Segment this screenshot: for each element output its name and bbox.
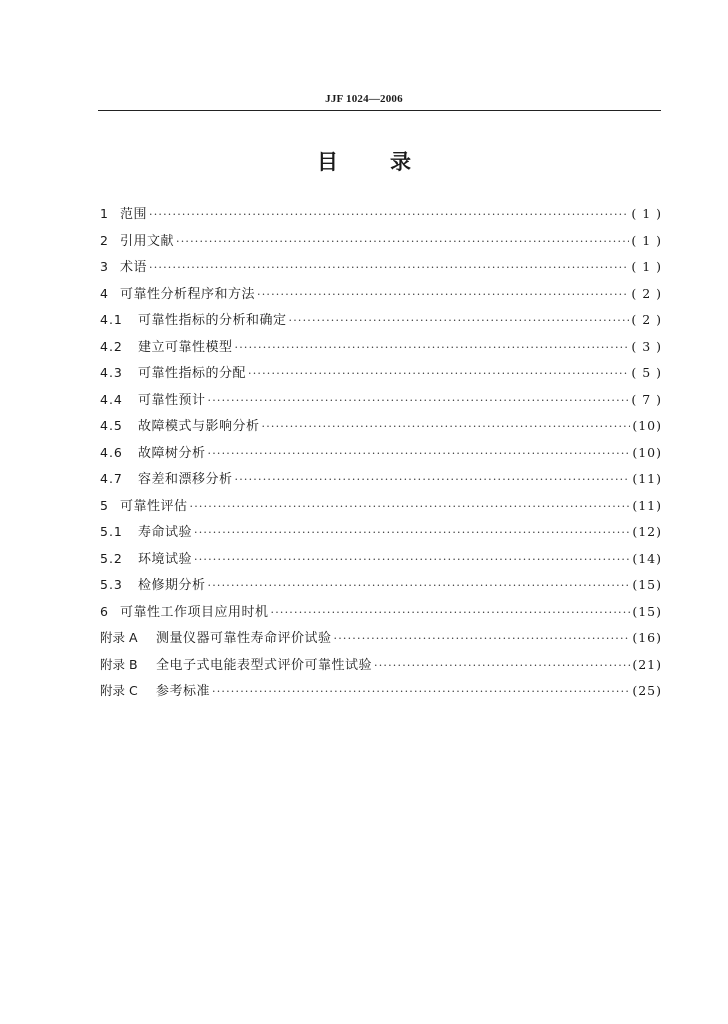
toc-entry-title: 参考标准 (156, 684, 211, 699)
toc-entry[interactable] (100, 493, 662, 520)
toc-entry-title: 故障模式与影响分析 (138, 419, 260, 434)
toc-entry-page: ( 2 ) (631, 285, 662, 301)
toc-entry-number: 4.3 (100, 365, 123, 380)
toc-entry-leader (194, 520, 630, 547)
toc-title (0, 146, 728, 176)
toc-entry-number: 1 (100, 206, 108, 221)
toc-entry-title: 容差和漂移分析 (138, 472, 233, 487)
toc-entry-number: 6 (100, 603, 108, 619)
toc-entry-number: 4.5 (100, 418, 123, 433)
header-rule (98, 110, 661, 111)
toc-entry-leader (194, 547, 630, 574)
toc-entry-leader (190, 494, 631, 521)
toc-entry-page: (11) (632, 471, 662, 486)
table-of-contents (100, 201, 662, 705)
toc-entry[interactable] (100, 334, 662, 361)
toc-entry-leader (235, 335, 630, 362)
toc-entry-number: 4.4 (100, 391, 123, 407)
toc-entry[interactable] (100, 413, 662, 440)
toc-entry-leader (374, 653, 630, 680)
toc-entry-number: 4.2 (100, 338, 123, 354)
toc-entry[interactable] (100, 201, 662, 228)
toc-entry-title: 故障树分析 (138, 445, 206, 461)
toc-entry[interactable] (100, 281, 662, 308)
toc-entry-title: 可靠性分析程序和方法 (120, 286, 256, 302)
toc-entry-page: ( 3 ) (631, 338, 662, 354)
toc-entry[interactable] (100, 254, 662, 281)
toc-entry-title: 可靠性指标的分配 (138, 366, 247, 381)
toc-entry[interactable] (100, 625, 662, 652)
toc-entry-page: (14) (632, 550, 662, 566)
toc-entry-page: ( 5 ) (631, 365, 662, 380)
toc-entry-number: 5.3 (100, 577, 123, 592)
toc-entry[interactable] (100, 228, 662, 255)
toc-entry-page: (11) (632, 497, 662, 513)
toc-entry-leader (212, 679, 630, 706)
toc-entry-number: 5 (100, 497, 108, 513)
toc-entry-number: 附录 C (100, 683, 138, 698)
toc-entry-page: (10) (632, 444, 662, 460)
toc-entry-page: (15) (632, 603, 662, 619)
toc-entry-number: 5.2 (100, 550, 123, 566)
toc-entry-leader (262, 414, 631, 441)
toc-entry-leader (271, 600, 631, 627)
toc-entry-title: 寿命试验 (138, 525, 193, 540)
toc-entry[interactable] (100, 652, 662, 679)
toc-entry-number: 附录 A (100, 630, 138, 645)
toc-entry[interactable] (100, 519, 662, 546)
toc-entry[interactable] (100, 440, 662, 467)
toc-entry-number: 5.1 (100, 524, 123, 539)
toc-entry-title: 环境试验 (138, 551, 193, 567)
toc-entry-page: (15) (632, 577, 662, 592)
toc-entry-title: 测量仪器可靠性寿命评价试验 (156, 631, 332, 646)
toc-entry[interactable] (100, 572, 662, 599)
toc-entry-number: 3 (100, 259, 108, 274)
toc-entry-title: 可靠性工作项目应用时机 (120, 604, 269, 620)
toc-entry-number: 4 (100, 285, 108, 301)
toc-entry-title: 全电子式电能表型式评价可靠性试验 (156, 657, 373, 673)
toc-entry-number: 附录 B (100, 656, 138, 672)
toc-entry-title: 可靠性指标的分析和确定 (138, 313, 287, 328)
toc-entry[interactable] (100, 599, 662, 626)
toc-entry-leader (248, 361, 629, 388)
toc-entry[interactable] (100, 546, 662, 573)
toc-entry[interactable] (100, 307, 662, 334)
toc-entry-leader (176, 229, 629, 256)
toc-entry-leader (289, 308, 630, 335)
toc-entry-title: 术语 (120, 260, 148, 275)
toc-entry-number: 2 (100, 232, 108, 248)
toc-entry-leader (208, 388, 630, 415)
toc-entry-leader (334, 626, 631, 653)
toc-entry-page: ( 1 ) (631, 259, 662, 274)
toc-entry-page: (16) (632, 630, 662, 645)
toc-entry-page: ( 7 ) (631, 391, 662, 407)
toc-entry-page: ( 1 ) (631, 232, 662, 248)
toc-entry-leader (208, 573, 631, 600)
toc-title-left: 目 (317, 150, 338, 174)
toc-entry-title: 可靠性预计 (138, 392, 206, 408)
toc-entry-title: 引用文献 (120, 233, 175, 249)
toc-entry-page: ( 2 ) (631, 312, 662, 327)
toc-entry[interactable] (100, 387, 662, 414)
toc-entry-title: 可靠性评估 (120, 498, 188, 514)
toc-entry-leader (235, 467, 631, 494)
toc-entry-page: (12) (632, 524, 662, 539)
toc-entry-page: ( 1 ) (631, 206, 662, 221)
standard-code: JJF 1024—2006 (325, 93, 403, 105)
toc-entry-number: 4.1 (100, 312, 123, 327)
toc-entry[interactable] (100, 466, 662, 493)
toc-entry-title: 范围 (120, 207, 148, 222)
toc-entry-leader (257, 282, 629, 309)
toc-entry-page: (21) (632, 656, 662, 672)
toc-entry-number: 4.6 (100, 444, 123, 460)
toc-entry-page: (25) (632, 683, 662, 698)
toc-entry-page: (10) (632, 418, 662, 433)
toc-entry-leader (208, 441, 631, 468)
toc-title-right: 录 (390, 150, 411, 174)
toc-entry-title: 检修期分析 (138, 578, 206, 593)
toc-entry[interactable] (100, 678, 662, 705)
toc-entry[interactable] (100, 360, 662, 387)
toc-entry-number: 4.7 (100, 471, 123, 486)
toc-entry-leader (149, 202, 629, 229)
toc-entry-title: 建立可靠性模型 (138, 339, 233, 355)
toc-entry-leader (149, 255, 629, 282)
